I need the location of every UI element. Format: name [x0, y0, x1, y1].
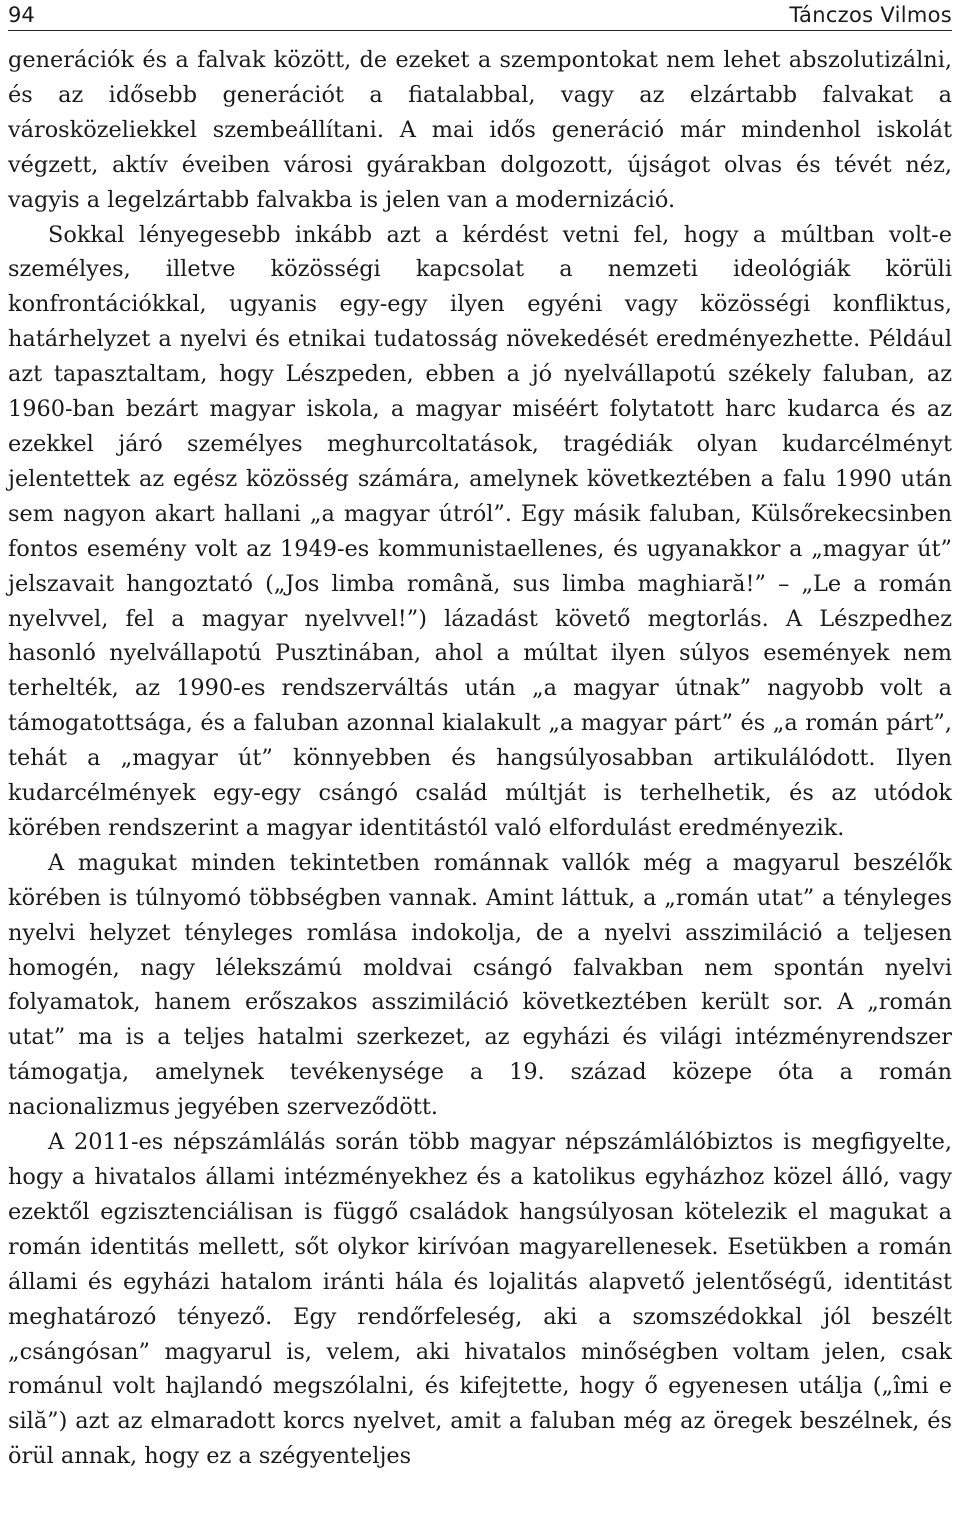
paragraph-continuation: generációk és a falvak között, de ezeket a szempontokat nem lehet abszolutizálni, és az idősebb generációt a fiatalabbal, vagy az elzártabb falvakat a városközeliekkel szembeállítani. A mai idős generáció már mindenhol iskolát végzett, aktív éveiben városi gyárakban dolgozott, újságot olvas és tévét néz, vagyis a legelzártabb falvakba is jelen van a modernizáció.	[8, 47, 952, 213]
body-text	[8, 43, 952, 1474]
running-header-author: Tánczos Vilmos	[789, 3, 952, 27]
paragraph: A 2011-es népszámlálás során több magyar népszámlálóbiztos is megfigyelte, hogy a hivatalos állami intézményekhez és a katolikus egyházhoz közel álló, vagy ezektől egzisztenciálisan is függő családok hangsúlyosan kötelezik el magukat a román identitás mellett, sőt olykor kirívóan magyarellenesek. Esetükben a román állami és egyházi hatalom iránti hála és lojalitás alapvető jelentőségű, identitást meghatározó tényező. Egy rendőrfeleség, aki a szomszédokkal jól beszélt „csángósan” magyarul is, velem, aki hivatalos minőségben voltam jelen, csak románul volt hajlandó megszólalni, és kifejtette, hogy ő egyenesen utálja („îmi e silă”) azt az elmaradott korcs nyelvet, amit a faluban még az öregek beszélnek, és örül annak, hogy ez a szégyenteljes	[8, 1129, 952, 1470]
page-number: 94	[8, 3, 35, 27]
running-header	[8, 0, 952, 31]
paragraph: A magukat minden tekintetben románnak vallók még a magyarul beszélők körében is túlnyomó többségben vannak. Amint láttuk, a „román utat” a tényleges nyelvi helyzet tényleges romlása indokolja, de a nyelvi asszimiláció a teljesen homogén, nagy lélekszámú moldvai csángó falvakban nem spontán nyelvi folyamatok, hanem erőszakos asszimiláció következtében került sor. A „román utat” ma is a teljes hatalmi szerkezet, az egyházi és világi intézményrendszer támogatja, amelynek tevékenysége a 19. század közepe óta a román nacionalizmus jegyében szerveződött.	[8, 849, 952, 1121]
paragraph: Sokkal lényegesebb inkább azt a kérdést vetni fel, hogy a múltban volt-e személyes, illetve közösségi kapcsolat a nemzeti ideológiák körüli konfrontációkkal, ugyanis egy-egy ilyen egyéni vagy közösségi konfliktus, határhelyzet a nyelvi és etnikai tudatosság növekedését eredményezhette. Például azt tapasztaltam, hogy Lészpeden, ebben a jó nyelvállapotú székely faluban, az 1960-ban bezárt magyar iskola, a magyar miséért folytatott harc kudarca és az ezekkel járó személyes meghurcoltatások, tragédiák olyan kudarcélményt jelentettek az egész közösség számára, amelynek következtében a falu 1990 után sem nagyon akart hallani „a magyar útról”. Egy másik faluban, Külsőrekecsinben fontos esemény volt az 1949-es kommunistaellenes, és ugyanakkor a „magyar út” jelszavait hangoztató („Jos limba română, sus limba maghiară!” – „Le a román nyelvvel, fel a magyar nyelvvel!”) lázadást követő megtorlás. A Lészpedhez hasonló nyelvállapotú Pusztinában, ahol a múltat ilyen súlyos események nem terhelték, az 1990-es rendszerváltás után „a magyar útnak” nagyobb volt a támogatottsága, és a faluban azonnal kialakult „a magyar párt” és „a román párt”, tehát a „magyar út” könnyebben és hangsúlyosabban artikulálódott. Ilyen kudarcélmények egy-egy csángó család múltját is terhelhetik, és az utódok körében rendszerint a magyar identitástól való elfordulást eredményezik.	[8, 221, 952, 841]
